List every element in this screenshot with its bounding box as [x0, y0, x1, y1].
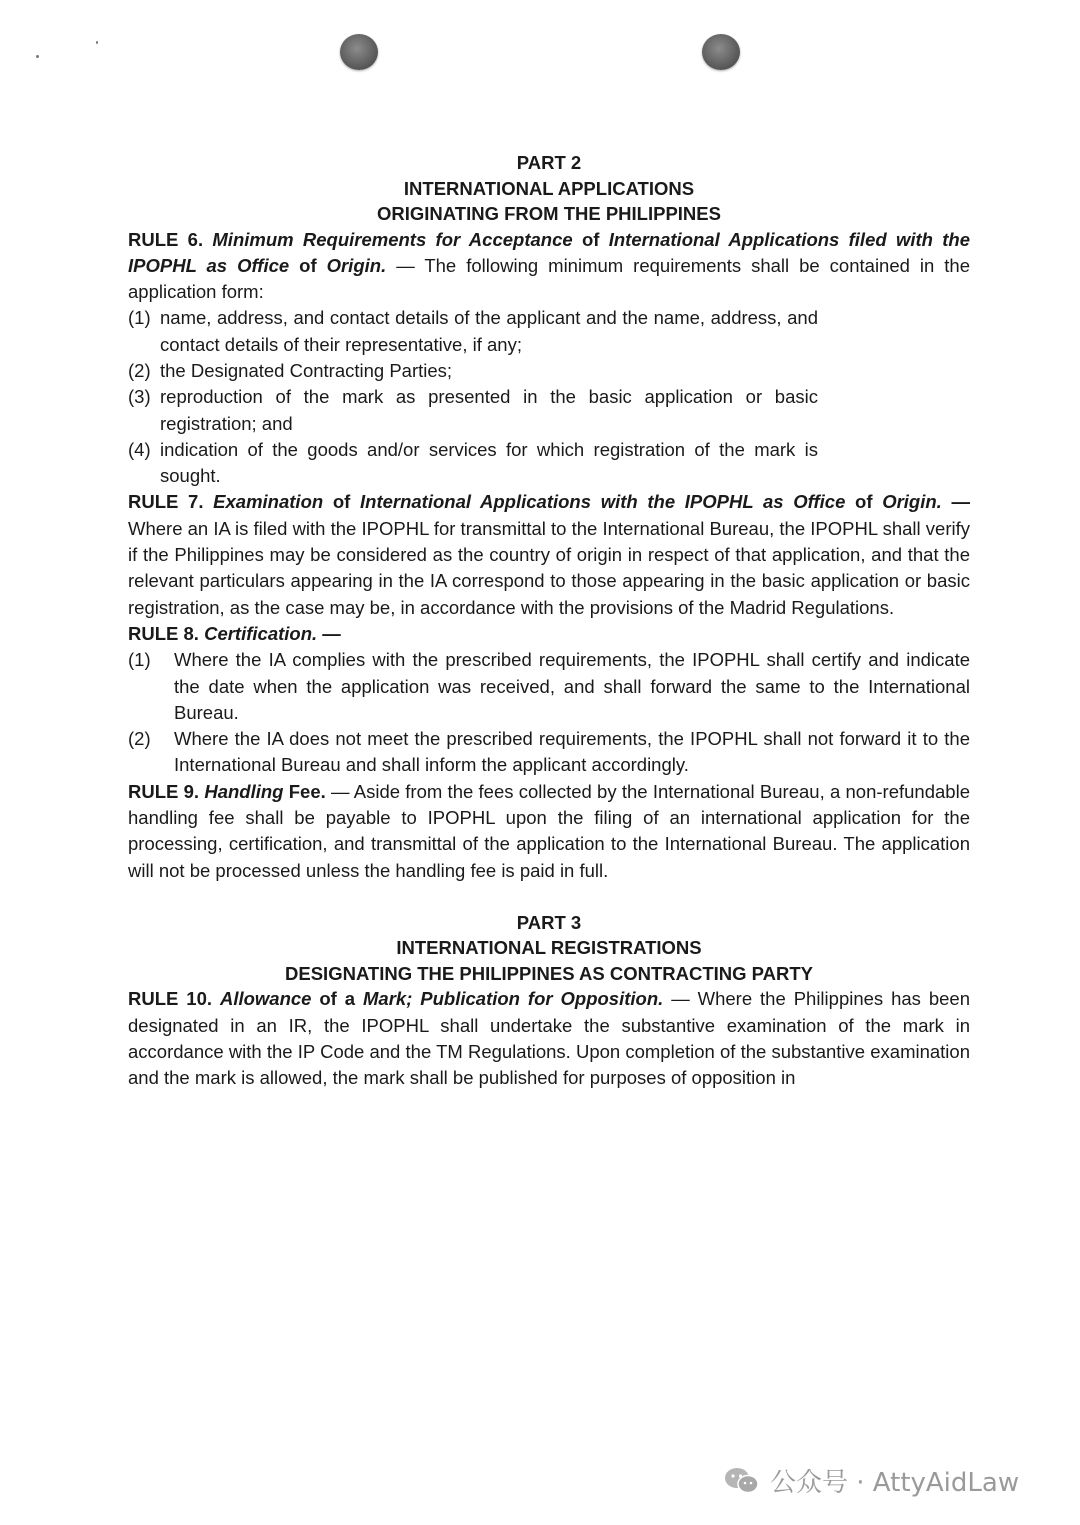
- rule-7-of-2: of: [845, 491, 883, 513]
- rule-6-title-a: Minimum Requirements for Acceptance: [212, 228, 573, 250]
- list-item: [128, 726, 970, 779]
- rule-10-title-b: Mark; Publication for Opposition.: [363, 988, 664, 1010]
- rule-6-label: RULE 6.: [128, 228, 204, 250]
- list-item-number: (1): [128, 649, 151, 671]
- part3-subtitle-2: DESIGNATING THE PHILIPPINES AS CONTRACTING PARTY: [285, 962, 813, 984]
- part2-title: PART 2: [516, 152, 582, 173]
- list-item-number: (1): [128, 307, 151, 329]
- list-item-number: (3): [128, 386, 151, 408]
- rule-9-body: — Aside from the fees collected by the International Bureau, a non-refundable handling fee shall be payable to IPOPHL upon the filing of an international application for the processing, certification, and transmittal of the application to the International Bureau. The application will not be processed unless the handling fee is paid in full.: [128, 780, 970, 881]
- rule-8-title: Certification.: [204, 622, 318, 644]
- rule-7-body: Where an IA is filed with the IPOPHL for transmittal to the International Bureau, the IPOPHL shall verify if the Philippines may be considered as the country of origin in respect of that application, and that the relevant particulars appearing in the IA correspond to those appearing in the basic application or basic registration, as the case may be, in accordance with the provisions of the Madrid Regulations.: [128, 517, 970, 618]
- rule-10-label: RULE 10.: [128, 988, 213, 1010]
- rule-6-list: [128, 305, 818, 489]
- document-page: [128, 150, 970, 1092]
- rule-8: [128, 621, 970, 647]
- rule-9-title-b: Fee.: [283, 780, 326, 802]
- rule-7-of: of: [323, 491, 360, 513]
- rule-10-body: — Where the Philippines has been designated in an IR, the IPOPHL shall undertake the substantive examination of the mark in accordance with the IP Code and the TM Regulations. Upon completion of the substantive examination and the mark is allowed, the mark shall be published for purposes of opposition in: [128, 988, 971, 1089]
- wechat-icon: [724, 1466, 760, 1496]
- list-item: [128, 384, 818, 437]
- list-item-text: Where the IA does not meet the prescribed requirements, the IPOPHL shall not forward it to the International Bureau and shall inform the applicant accordingly.: [174, 728, 970, 776]
- part3-heading: [128, 910, 970, 987]
- punch-hole-right: [702, 34, 740, 70]
- watermark-text: 公众号 · AttyAidLaw: [770, 1468, 1020, 1498]
- rule-7: [128, 489, 970, 620]
- rule-6-title-c: Origin.: [326, 254, 387, 276]
- list-item-number: (4): [128, 438, 151, 460]
- part2-subtitle-2: ORIGINATING FROM THE PHILIPPINES: [377, 203, 721, 224]
- list-item: [128, 305, 818, 358]
- scan-speck: [96, 41, 98, 44]
- list-item-text: name, address, and contact details of the applicant and the name, address, and contact details of their representative, if any;: [160, 307, 818, 355]
- rule-6-of: of: [572, 228, 609, 250]
- list-item: [128, 647, 970, 726]
- list-item-number: (2): [128, 359, 151, 381]
- rule-7-title-c: Origin.: [882, 491, 942, 513]
- rule-8-list: [128, 647, 970, 778]
- rule-8-dash: —: [317, 622, 341, 644]
- part2-heading: [128, 150, 970, 227]
- list-item: [128, 437, 818, 490]
- rule-10-of: of a: [311, 988, 363, 1010]
- rule-9-title: Handling: [204, 780, 284, 802]
- rule-7-title-b: International Applications with the IPOPHL as Office: [360, 491, 846, 513]
- list-item-text: the Designated Contracting Parties;: [160, 359, 453, 381]
- rule-10-title-a: Allowance: [219, 988, 312, 1010]
- rule-6-body: — The following minimum requirements shall be contained in the application form:: [128, 254, 970, 303]
- rule-6-of-2: of: [289, 254, 327, 276]
- part3-subtitle-1: INTERNATIONAL REGISTRATIONS: [396, 937, 702, 959]
- watermark: [724, 1462, 1019, 1499]
- rule-6-title-b: International Applications filed with the IPOPHL as Office: [128, 228, 970, 276]
- list-item-text: indication of the goods and/or services for which registration of the mark is sought.: [160, 438, 818, 487]
- scan-speck: [36, 55, 39, 58]
- list-item-text: reproduction of the mark as presented in the basic application or basic registration; and: [160, 386, 818, 434]
- rule-10: [128, 986, 970, 1091]
- rule-7-label: RULE 7.: [128, 491, 204, 513]
- rule-9: [128, 779, 970, 884]
- rule-7-dash: —: [941, 491, 971, 513]
- list-item-text: Where the IA complies with the prescribed requirements, the IPOPHL shall certify and indicate the date when the application was received, and shall forward the same to the International Bureau.: [174, 649, 970, 723]
- rule-9-label: RULE 9.: [128, 780, 200, 802]
- rule-7-title-a: Examination: [213, 491, 324, 513]
- rule-8-label: RULE 8.: [128, 622, 199, 644]
- part3-title: PART 3: [516, 911, 582, 933]
- rule-6: [128, 227, 970, 306]
- punch-hole-left: [340, 34, 378, 70]
- list-item: [128, 358, 818, 384]
- part2-subtitle-1: INTERNATIONAL APPLICATIONS: [403, 177, 695, 199]
- list-item-number: (2): [128, 728, 151, 750]
